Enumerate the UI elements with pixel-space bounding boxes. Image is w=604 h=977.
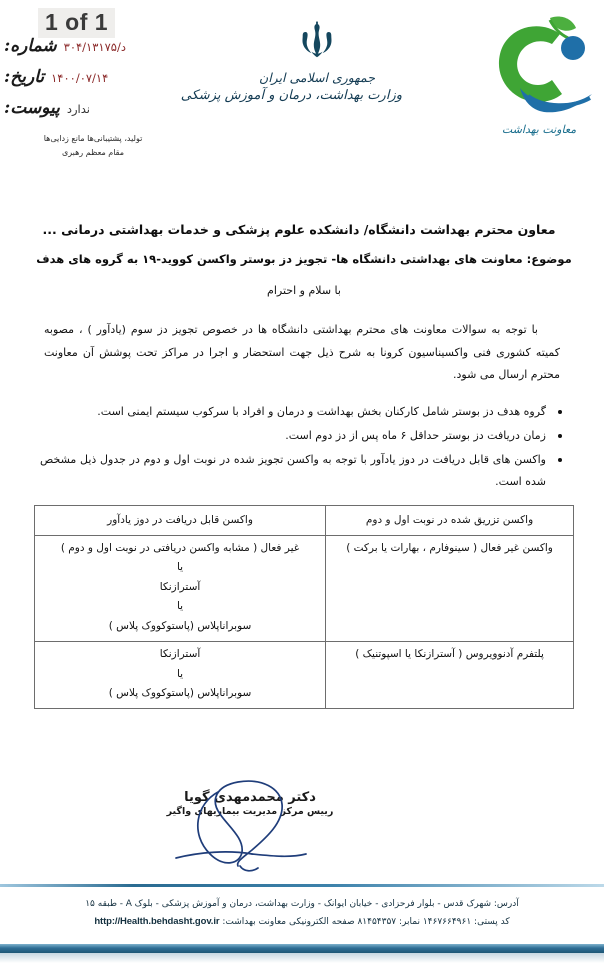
iran-national-emblem-icon	[294, 18, 340, 64]
org-name-country: جمهوری اسلامی ایران	[259, 70, 375, 85]
meta-row-date	[4, 67, 182, 89]
salutation-line: با سلام و احترام	[267, 284, 341, 297]
health-ministry-logo-block	[476, 10, 596, 136]
table-row	[35, 642, 574, 709]
cell-line-group	[43, 645, 317, 703]
cell-line-group	[43, 539, 317, 636]
list-item-label: زمان دریافت دز بوستر حداقل ۶ ماه پس از دز دوم است.	[285, 428, 546, 442]
list-item	[40, 425, 568, 447]
body-paragraph: با توجه به سوالات معاونت های محترم بهداشتی دانشگاه ها در خصوص تجویز دز سوم (یادآور ) ، مصوبه کمیته کشوری فنی واکسیناسیون کرونا به شرح ذیل جهت استحضار و اجرا در مراکز تحت پوشش آن معاونت محترم ارسال می شود.	[44, 323, 560, 382]
table-header-cell-previous-vaccine: واکسن تزریق شده در نوبت اول و دوم	[326, 505, 574, 535]
bullet-dot-icon	[558, 434, 562, 438]
subject-line	[34, 252, 574, 266]
list-item-label: واکسن های قابل دریافت در دوز یادآور با توجه به واکسن تجویز شده در نوبت اول و دوم در جدول ذیل مشخص شده است.	[40, 452, 546, 488]
letterhead	[0, 0, 604, 200]
table-row	[35, 536, 574, 642]
meta-value-date: ۱۴۰۰/۰۷/۱۴	[51, 71, 109, 85]
footer-block	[0, 896, 604, 931]
meta-label-number: شماره:	[4, 36, 57, 56]
table-cell-booster-vaccine	[35, 642, 326, 709]
cell-line: پلتفرم آدنوویروس ( آسترازنکا یا اسپوتنیک )	[355, 648, 544, 661]
signer-name: دکتر محمدمهدی گویا	[184, 790, 316, 805]
bullet-list	[40, 401, 568, 493]
cell-line-group	[334, 539, 565, 558]
bullet-dot-icon	[558, 458, 562, 462]
footer-website-link[interactable]: http://Health.behdasht.gov.ir	[94, 916, 220, 928]
table-cell-previous-vaccine	[326, 536, 574, 642]
footer-contact-line	[0, 913, 604, 931]
table-header-cell-booster-vaccine: واکسن قابل دریافت در دوز یادآور	[35, 505, 326, 535]
bullet-dot-icon	[558, 410, 562, 414]
footer-shadow	[0, 953, 604, 963]
table-header-row	[35, 505, 574, 535]
org-name-ministry: وزارت بهداشت، درمان و آموزش پزشکی	[180, 88, 402, 103]
cell-line: سوبراناپلاس (پاستوکووک پلاس )	[108, 619, 252, 632]
meta-label-attachment: پیوست:	[4, 98, 60, 118]
list-item	[40, 401, 568, 423]
year-slogan-line-1: تولید، پشتیبانی‌ها مانع زدایی‌ها	[43, 134, 143, 143]
year-slogan-line-2: مقام معظم رهبری	[61, 147, 124, 157]
list-item-label: گروه هدف دز بوستر شامل کارکنان بخش بهداشت و درمان و افراد با سرکوب سیستم ایمنی است.	[97, 404, 546, 418]
meta-value-number: د/۳۰۴/۱۳۱۷۵	[63, 40, 126, 54]
signer-title: رییس مرکز مدیریت بیماریهای واگیر	[166, 806, 334, 817]
cell-line: یا	[176, 667, 184, 680]
letter-body	[34, 222, 574, 709]
subject-label: موضوع:	[526, 252, 572, 266]
cell-line: آسترازنکا	[159, 648, 201, 661]
year-slogan	[4, 132, 182, 159]
cell-line: غیر فعال ( مشابه واکسن دریافتی در نوبت اول و دوم )	[60, 542, 300, 555]
cell-line: واکسن غیر فعال ( سینوفارم ، بهارات یا برکت )	[346, 542, 553, 555]
meta-value-attachment: ندارد	[66, 102, 90, 116]
vaccine-booster-table	[34, 505, 574, 710]
table-cell-booster-vaccine	[35, 536, 326, 642]
national-emblem-block	[180, 18, 402, 103]
signature-block	[120, 790, 380, 817]
health-ministry-logo-icon	[476, 10, 596, 122]
footer-address-line: آدرس: شهرک قدس - بلوار فرحزادی - خیابان ایوانک - وزارت بهداشت، درمان و آموزش پزشکی - بلوک A - طبقه ۱۵	[85, 899, 519, 909]
list-item	[40, 449, 568, 493]
cell-line: آسترازنکا	[159, 580, 201, 593]
ministry-logo-label: معاونت بهداشت	[501, 123, 577, 136]
footer-top-rule	[0, 884, 604, 887]
meta-row-attachment	[4, 98, 182, 120]
meta-row-number	[4, 36, 182, 58]
subject-value: معاونت های بهداشتی دانشگاه ها- تجویز دز بوستر واکسن کووید-۱۹ به گروه های هدف	[36, 252, 523, 266]
page-count-badge: 1 of 1	[38, 8, 115, 38]
cell-line: سوبراناپلاس (پاستوکووک پلاس )	[108, 687, 252, 700]
cell-line-group	[334, 645, 565, 664]
meta-label-date: تاریخ:	[4, 67, 45, 87]
table-cell-previous-vaccine	[326, 642, 574, 709]
footer-contact-text: کد پستی: ۱۴۶۷۶۶۴۹۶۱ نمابر: ۸۱۴۵۴۳۵۷ صفحه الکترونیکی معاونت بهداشت:	[222, 917, 510, 928]
cell-line: یا	[176, 600, 184, 613]
addressee-line: معاون محترم بهداشت دانشگاه/ دانشکده علوم پزشکی و خدمات بهداشتی درمانی ...	[42, 222, 556, 237]
footer-bottom-rule	[0, 944, 604, 953]
cell-line: یا	[176, 561, 184, 574]
letter-meta-block	[4, 36, 182, 159]
